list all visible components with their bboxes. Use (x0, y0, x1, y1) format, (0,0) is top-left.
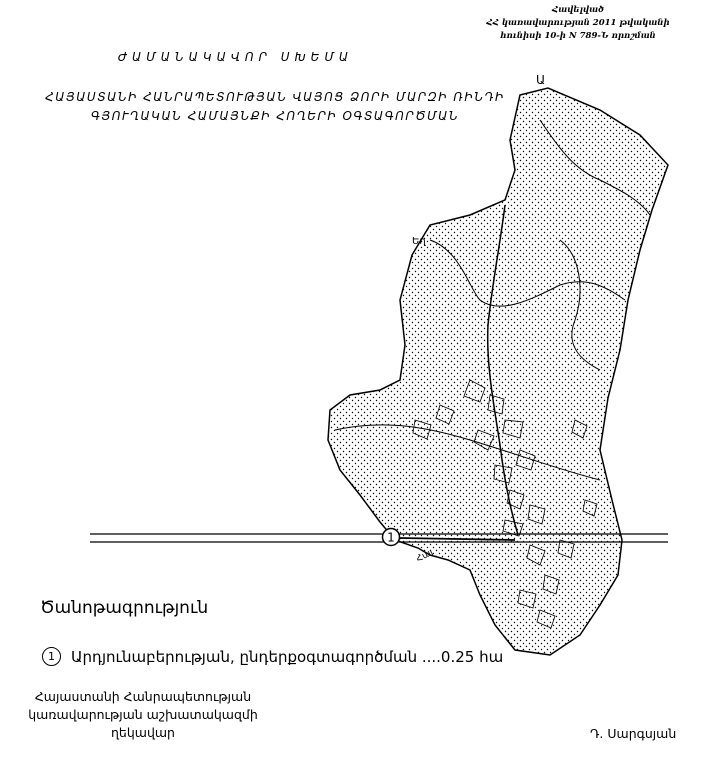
legend-item-number: 1 (42, 647, 61, 666)
map-title-line-1: ՀԱՅԱՍՏԱՆԻ ՀԱՆՐԱՊԵՏՈՒԹՅԱՆ ՎԱՅՈՑ ՁՈՐԻ ՄԱՐԶԻ ՌԻՆԴԻ (45, 90, 505, 104)
signature-line-1: Հայաստանի Հանրապետության (34, 689, 252, 704)
legend-heading: Ծանոթագրություն (40, 598, 209, 618)
approval-line-1: Հավելված (552, 5, 604, 15)
west-marker: Եղ (412, 236, 426, 247)
road-label: Հայ (414, 547, 435, 565)
north-marker: Ա (536, 73, 546, 87)
map-type-label: ԺԱՄԱՆԱԿԱՎՈՐ ՍԽԵՄԱ (118, 50, 354, 64)
legend-item-text: Արդյունաբերության, ընդերքօգտագործման ....0.25 հա (71, 647, 504, 666)
approval-line-2: ՀՀ կառավարության 2011 թվականի (486, 18, 670, 28)
approval-line-3: հունիսի 10-ի N 789-Ն որոշման (500, 31, 656, 41)
signer-name: Դ. Սարգսյան (590, 726, 677, 741)
signature-line-3: ղեկավար (111, 725, 175, 740)
community-boundary (328, 88, 668, 655)
map-title-line-2: ԳՅՈՒՂԱԿԱՆ ՀԱՄԱՅՆՔԻ ՀՈՂԵՐԻ ՕԳՏԱԳՈՐԾՄԱՆ (90, 109, 460, 123)
signature-line-2: կառավարության աշխատակազմի (28, 707, 258, 722)
signature-position (18, 688, 268, 742)
parcel-marker-number: 1 (387, 530, 395, 545)
legend-item (42, 647, 503, 666)
